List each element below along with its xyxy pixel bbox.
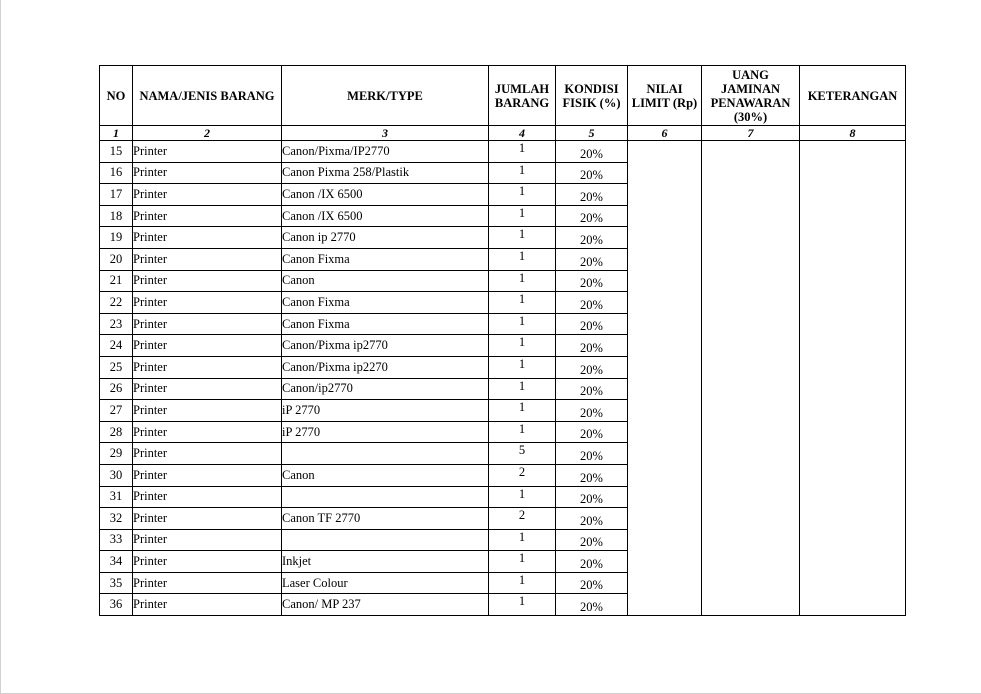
cell-nama: Printer [133, 443, 282, 465]
cell-kondisi: 20% [556, 443, 628, 465]
column-number: 6 [628, 126, 702, 141]
cell-no: 15 [100, 141, 133, 163]
column-number: 1 [100, 126, 133, 141]
cell-merk: Laser Colour [282, 572, 489, 594]
cell-no: 32 [100, 508, 133, 530]
cell-jumlah: 1 [489, 356, 556, 378]
cell-nama: Printer [133, 227, 282, 249]
cell-no: 34 [100, 551, 133, 573]
cell-jumlah: 5 [489, 443, 556, 465]
cell-jumlah: 1 [489, 529, 556, 551]
cell-nama: Printer [133, 378, 282, 400]
cell-no: 19 [100, 227, 133, 249]
cell-jumlah: 2 [489, 464, 556, 486]
cell-kondisi: 20% [556, 292, 628, 314]
cell-kondisi: 20% [556, 227, 628, 249]
cell-no: 18 [100, 205, 133, 227]
cell-merk: iP 2770 [282, 400, 489, 422]
cell-jumlah: 1 [489, 292, 556, 314]
column-number: 5 [556, 126, 628, 141]
cell-nama: Printer [133, 162, 282, 184]
column-number: 4 [489, 126, 556, 141]
cell-merk [282, 529, 489, 551]
cell-nama: Printer [133, 572, 282, 594]
table-body [100, 141, 906, 616]
cell-merk: Canon /IX 6500 [282, 205, 489, 227]
cell-jumlah: 1 [489, 378, 556, 400]
cell-nama: Printer [133, 141, 282, 163]
cell-jumlah: 1 [489, 551, 556, 573]
cell-merk: Canon /IX 6500 [282, 184, 489, 206]
cell-jumlah: 1 [489, 248, 556, 270]
cell-nama: Printer [133, 400, 282, 422]
cell-kondisi: 20% [556, 270, 628, 292]
cell-merk: Canon Fixma [282, 313, 489, 335]
cell-jumlah: 1 [489, 486, 556, 508]
cell-merk: Canon TF 2770 [282, 508, 489, 530]
cell-no: 27 [100, 400, 133, 422]
cell-kondisi: 20% [556, 335, 628, 357]
column-number: 3 [282, 126, 489, 141]
cell-keterangan [800, 141, 906, 616]
cell-merk: Canon/Pixma/IP2770 [282, 141, 489, 163]
cell-no: 31 [100, 486, 133, 508]
cell-uang-jaminan [702, 141, 800, 616]
column-number: 2 [133, 126, 282, 141]
cell-kondisi: 20% [556, 378, 628, 400]
cell-no: 36 [100, 594, 133, 616]
cell-jumlah: 1 [489, 162, 556, 184]
cell-no: 28 [100, 421, 133, 443]
cell-nama: Printer [133, 486, 282, 508]
cell-jumlah: 1 [489, 400, 556, 422]
cell-no: 33 [100, 529, 133, 551]
cell-kondisi: 20% [556, 486, 628, 508]
cell-nama: Printer [133, 551, 282, 573]
cell-nama: Printer [133, 508, 282, 530]
cell-kondisi: 20% [556, 400, 628, 422]
cell-kondisi: 20% [556, 594, 628, 616]
cell-merk: Canon [282, 464, 489, 486]
cell-merk: Canon [282, 270, 489, 292]
cell-merk: Canon/ MP 237 [282, 594, 489, 616]
cell-merk: Canon Pixma 258/Plastik [282, 162, 489, 184]
cell-merk: Inkjet [282, 551, 489, 573]
cell-nama: Printer [133, 464, 282, 486]
cell-no: 26 [100, 378, 133, 400]
cell-no: 20 [100, 248, 133, 270]
cell-no: 16 [100, 162, 133, 184]
cell-nama: Printer [133, 292, 282, 314]
cell-kondisi: 20% [556, 162, 628, 184]
cell-no: 25 [100, 356, 133, 378]
cell-no: 29 [100, 443, 133, 465]
cell-kondisi: 20% [556, 313, 628, 335]
header-keterangan: KETERANGAN [800, 66, 906, 126]
cell-jumlah: 1 [489, 184, 556, 206]
column-number: 8 [800, 126, 906, 141]
header-kondisi: KONDISI FISIK (%) [556, 66, 628, 126]
cell-nama: Printer [133, 529, 282, 551]
cell-merk: Canon Fixma [282, 248, 489, 270]
cell-nama: Printer [133, 356, 282, 378]
cell-kondisi: 20% [556, 529, 628, 551]
header-jumlah: JUMLAH BARANG [489, 66, 556, 126]
cell-kondisi: 20% [556, 184, 628, 206]
cell-merk: Canon ip 2770 [282, 227, 489, 249]
header-uang: UANG JAMINAN PENAWARAN (30%) [702, 66, 800, 126]
cell-no: 22 [100, 292, 133, 314]
cell-jumlah: 1 [489, 205, 556, 227]
cell-nilai-limit [628, 141, 702, 616]
cell-nama: Printer [133, 205, 282, 227]
header-row [100, 66, 906, 126]
header-nilai: NILAI LIMIT (Rp) [628, 66, 702, 126]
cell-no: 17 [100, 184, 133, 206]
cell-merk: Canon/ip2770 [282, 378, 489, 400]
cell-merk [282, 443, 489, 465]
cell-nama: Printer [133, 594, 282, 616]
cell-kondisi: 20% [556, 572, 628, 594]
cell-jumlah: 1 [489, 594, 556, 616]
cell-kondisi: 20% [556, 551, 628, 573]
cell-jumlah: 1 [489, 572, 556, 594]
cell-merk [282, 486, 489, 508]
cell-merk: Canon/Pixma ip2770 [282, 335, 489, 357]
cell-jumlah: 1 [489, 141, 556, 163]
cell-nama: Printer [133, 248, 282, 270]
cell-jumlah: 1 [489, 335, 556, 357]
cell-kondisi: 20% [556, 508, 628, 530]
cell-jumlah: 1 [489, 421, 556, 443]
cell-kondisi: 20% [556, 205, 628, 227]
cell-no: 35 [100, 572, 133, 594]
cell-kondisi: 20% [556, 248, 628, 270]
header-merk: MERK/TYPE [282, 66, 489, 126]
cell-nama: Printer [133, 184, 282, 206]
cell-jumlah: 1 [489, 313, 556, 335]
cell-merk: Canon Fixma [282, 292, 489, 314]
cell-merk: Canon/Pixma ip2270 [282, 356, 489, 378]
cell-no: 21 [100, 270, 133, 292]
cell-jumlah: 2 [489, 508, 556, 530]
cell-no: 30 [100, 464, 133, 486]
cell-merk: iP 2770 [282, 421, 489, 443]
cell-kondisi: 20% [556, 464, 628, 486]
cell-jumlah: 1 [489, 270, 556, 292]
cell-kondisi: 20% [556, 141, 628, 163]
cell-nama: Printer [133, 335, 282, 357]
cell-no: 23 [100, 313, 133, 335]
column-number: 7 [702, 126, 800, 141]
inventory-table [99, 65, 906, 616]
cell-nama: Printer [133, 313, 282, 335]
header-nama: NAMA/JENIS BARANG [133, 66, 282, 126]
table-row [100, 141, 906, 163]
header-no: NO [100, 66, 133, 126]
column-number-row [100, 126, 906, 141]
cell-no: 24 [100, 335, 133, 357]
cell-nama: Printer [133, 270, 282, 292]
cell-kondisi: 20% [556, 356, 628, 378]
cell-kondisi: 20% [556, 421, 628, 443]
cell-nama: Printer [133, 421, 282, 443]
cell-jumlah: 1 [489, 227, 556, 249]
